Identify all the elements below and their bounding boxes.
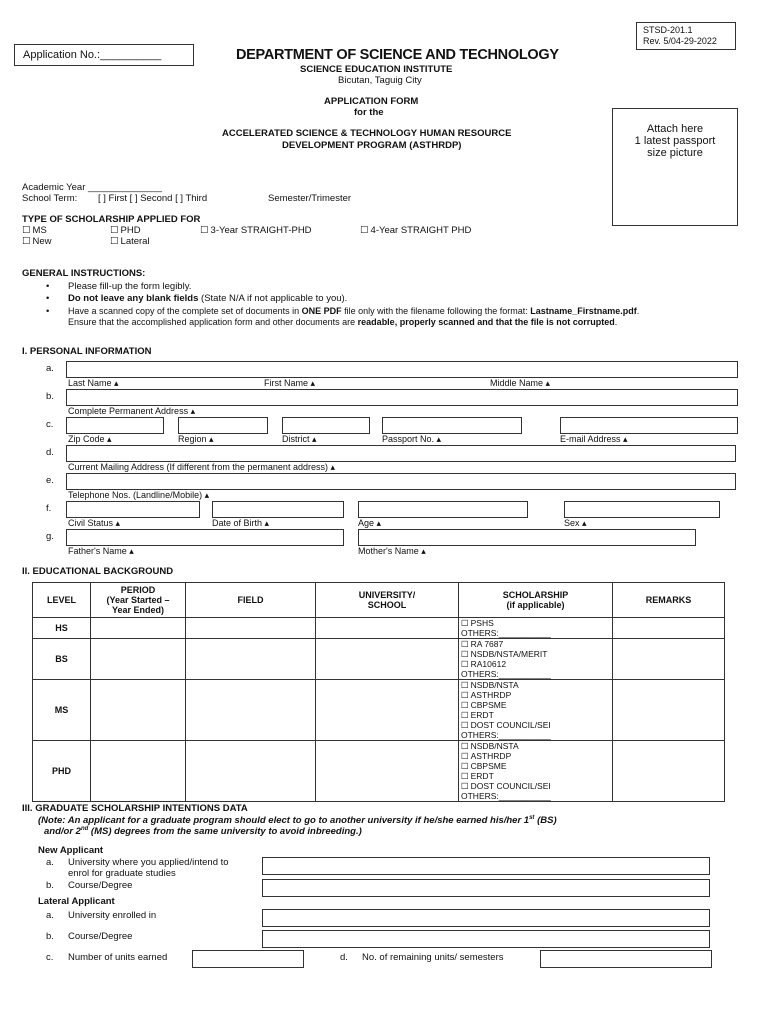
middle-name-caption: Middle Name ▴ <box>490 378 551 388</box>
mother-name-input[interactable] <box>358 529 696 546</box>
father-name-input[interactable] <box>66 529 344 546</box>
district-input[interactable] <box>282 417 370 434</box>
photo-line3: size picture <box>647 147 703 159</box>
units-earned-label: Number of units earned <box>68 952 168 963</box>
instruction-2-bold: Do not leave any blank fields <box>68 293 199 304</box>
period-cell[interactable] <box>91 680 186 741</box>
email-caption: E-mail Address ▴ <box>560 434 628 444</box>
checkbox-lateral[interactable]: ☐ Lateral <box>110 236 150 247</box>
checkbox-new[interactable]: ☐ New <box>22 236 52 247</box>
scholarship-others[interactable]: OTHERS:___________ <box>461 791 551 801</box>
scholarship-options <box>459 639 613 680</box>
new-university-input[interactable] <box>262 857 710 875</box>
checkbox-phd[interactable]: ☐ PHD <box>110 225 141 236</box>
father-name-caption: Father's Name ▴ <box>68 546 134 556</box>
scholarship-type-title: TYPE OF SCHOLARSHIP APPLIED FOR <box>22 214 201 225</box>
table-row <box>33 639 725 680</box>
row-label-d: d. <box>46 447 54 458</box>
first-name-caption: First Name ▴ <box>264 378 316 388</box>
personal-info-title: I. PERSONAL INFORMATION <box>22 346 152 357</box>
scholarship-others[interactable]: OTHERS:___________ <box>461 669 551 679</box>
education-table <box>32 582 725 802</box>
level-cell: MS <box>33 680 91 741</box>
application-number-field[interactable]: Application No.:__________ <box>14 44 194 66</box>
form-title: APPLICATION FORM <box>324 96 419 107</box>
semester-label: Semester/Trimester <box>268 193 352 204</box>
region-caption: Region ▴ <box>178 434 214 444</box>
row-label-g: g. <box>46 531 54 542</box>
header-period-line2: (Year Started – <box>106 595 170 605</box>
table-row <box>33 741 725 802</box>
form-revision: Rev. 5/04-29-2022 <box>643 36 717 46</box>
bullet-icon: • <box>46 306 50 317</box>
form-code-number: STSD-201.1 <box>643 25 693 35</box>
university-cell[interactable] <box>316 639 459 680</box>
lateral-a-label: a. <box>46 910 54 921</box>
lateral-applicant-title: Lateral Applicant <box>38 896 115 907</box>
education-title: II. EDUCATIONAL BACKGROUND <box>22 566 174 577</box>
period-cell[interactable] <box>91 618 186 639</box>
scholarship-option[interactable]: ☐ ERDT <box>461 771 610 781</box>
university-cell[interactable] <box>316 680 459 741</box>
scholarship-option[interactable]: ☐ NSDB/NSTA <box>461 741 610 751</box>
photo-placeholder[interactable] <box>612 108 738 226</box>
department-title: DEPARTMENT OF SCIENCE AND TECHNOLOGY <box>236 47 559 63</box>
remaining-units-input[interactable] <box>540 950 712 968</box>
scholarship-others[interactable]: OTHERS:___________ <box>461 730 551 740</box>
permanent-address-input[interactable] <box>66 389 738 406</box>
form-code <box>636 22 736 50</box>
row-label-f: f. <box>46 503 52 514</box>
zip-code-input[interactable] <box>66 417 164 434</box>
remarks-cell[interactable] <box>613 680 725 741</box>
instruction-3-end: . <box>636 306 640 316</box>
lateral-d-label: d. <box>340 952 348 963</box>
date-of-birth-caption: Date of Birth ▴ <box>212 518 270 528</box>
passport-number-input[interactable] <box>382 417 522 434</box>
row-label-e: e. <box>46 475 54 486</box>
scholarship-options <box>459 680 613 741</box>
scholarship-option[interactable]: ☐ RA10612 <box>461 659 610 669</box>
graduate-title: III. GRADUATE SCHOLARSHIP INTENTIONS DATA <box>22 803 248 814</box>
institute-name: SCIENCE EDUCATION INSTITUTE <box>300 64 453 75</box>
scholarship-option[interactable]: ☐ ASTHRDP <box>461 690 610 700</box>
sex-caption: Sex ▴ <box>564 518 587 528</box>
remaining-units-label: No. of remaining units/ semesters <box>362 952 504 963</box>
header-period-line3: Year Ended) <box>111 605 165 615</box>
school-term-label: School Term: <box>22 193 78 204</box>
permanent-address-caption: Complete Permanent Address ▴ <box>68 406 196 416</box>
lateral-university-input[interactable] <box>262 909 710 927</box>
checkbox-ms[interactable]: ☐ MS <box>22 225 47 236</box>
header-field: FIELD <box>186 583 316 618</box>
remarks-cell[interactable] <box>613 639 725 680</box>
lateral-course-input[interactable] <box>262 930 710 948</box>
school-term-options[interactable]: [ ] First [ ] Second [ ] Third <box>98 193 208 204</box>
mother-name-caption: Mother's Name ▴ <box>358 546 426 556</box>
header-scholarship <box>459 583 613 618</box>
university-cell[interactable] <box>316 741 459 802</box>
field-cell[interactable] <box>186 680 316 741</box>
level-cell: HS <box>33 618 91 639</box>
instruction-4-bold: readable, properly scanned and that the file is not corrupted <box>357 317 615 327</box>
remarks-cell[interactable] <box>613 741 725 802</box>
civil-status-caption: Civil Status ▴ <box>68 518 121 528</box>
zip-code-caption: Zip Code ▴ <box>68 434 112 444</box>
sex-input[interactable] <box>564 501 720 518</box>
instruction-2 <box>68 293 347 304</box>
row-label-a: a. <box>46 363 54 374</box>
scholarship-option[interactable]: ☐ RA 7687 <box>461 639 610 649</box>
civil-status-input[interactable] <box>66 501 200 518</box>
note2-tail: (MS) degrees from the same university to avoid inbreeding.) <box>88 826 362 838</box>
scholarship-option[interactable]: ☐ CBPSME <box>461 761 610 771</box>
instruction-4-end: . <box>614 317 618 327</box>
instruction-1: Please fill-up the form legibly. <box>68 281 192 292</box>
new-university-label-line2: enrol for graduate studies <box>68 868 176 879</box>
field-cell[interactable] <box>186 639 316 680</box>
row-label-b: b. <box>46 391 54 402</box>
level-cell: BS <box>33 639 91 680</box>
note1-text: (Note: An applicant for a graduate program should elect to go to another university if he/she earned his/her 1 <box>38 815 530 827</box>
new-applicant-title: New Applicant <box>38 845 104 856</box>
university-cell[interactable] <box>316 618 459 639</box>
scholarship-others[interactable]: OTHERS:___________ <box>461 628 551 638</box>
academic-year-label: Academic Year ______________ <box>22 182 162 193</box>
instruction-2-rest: (State N/A if not applicable to you). <box>198 293 348 304</box>
last-name-caption: Last Name ▴ <box>68 378 119 388</box>
lateral-university-label: University enrolled in <box>68 910 157 921</box>
new-a-label: a. <box>46 857 54 868</box>
instructions-title: GENERAL INSTRUCTIONS: <box>22 268 146 279</box>
scholarship-option[interactable]: ☐ ERDT <box>461 710 610 720</box>
scholarship-options <box>459 618 613 639</box>
program-name-line1: ACCELERATED SCIENCE & TECHNOLOGY HUMAN RESOURCE <box>222 128 512 139</box>
new-course-label: Course/Degree <box>68 880 133 891</box>
mailing-address-input[interactable] <box>66 445 736 462</box>
header-university-line2: SCHOOL <box>367 600 407 610</box>
field-cell[interactable] <box>186 618 316 639</box>
photo-line2: 1 latest passport <box>634 135 716 147</box>
scholarship-option[interactable]: ☐ NSDB/NSTA <box>461 680 610 690</box>
note1-tail: (BS) <box>534 815 557 827</box>
instruction-3-part-a: Have a scanned copy of the complete set of documents in <box>68 306 302 316</box>
scholarship-options <box>459 741 613 802</box>
inbreeding-note-line2 <box>44 826 362 837</box>
field-cell[interactable] <box>186 741 316 802</box>
new-university-label-line1: University where you applied/intend to <box>68 857 229 868</box>
instruction-4 <box>68 317 617 327</box>
remarks-cell[interactable] <box>613 618 725 639</box>
form-subtitle: for the <box>354 107 384 118</box>
instruction-4-part-a: Ensure that the accomplished application form and other documents are <box>68 317 358 327</box>
scholarship-option[interactable]: ☐ NSDB/NSTA/MERIT <box>461 649 610 659</box>
instruction-3-part-c: file only with the filename following the format: <box>341 306 531 316</box>
header-level: LEVEL <box>33 583 91 618</box>
scholarship-option[interactable]: ☐ PSHS <box>461 618 610 628</box>
note2-text: and/or 2 <box>44 826 81 838</box>
bullet-icon: • <box>46 281 50 292</box>
period-cell[interactable] <box>91 639 186 680</box>
checkbox-4year-straight-phd[interactable]: ☐ 4-Year STRAIGHT PHD <box>360 225 471 236</box>
instruction-3-filename: Lastname_Firstname.pdf <box>530 306 637 316</box>
instruction-3 <box>68 306 639 316</box>
new-course-input[interactable] <box>262 879 710 897</box>
telephone-input[interactable] <box>66 473 736 490</box>
header-university <box>316 583 459 618</box>
full-name-input[interactable] <box>66 361 738 378</box>
inbreeding-note-line1 <box>38 815 557 826</box>
lateral-c-label: c. <box>46 952 54 963</box>
header-scholarship-line1: SCHOLARSHIP <box>502 590 569 600</box>
lateral-b-label: b. <box>46 931 54 942</box>
checkbox-3year-straight-phd[interactable]: ☐ 3-Year STRAIGHT-PHD <box>200 225 312 236</box>
photo-line1: Attach here <box>646 123 704 135</box>
header-scholarship-line2: (if applicable) <box>506 600 565 610</box>
scholarship-option[interactable]: ☐ ASTHRDP <box>461 751 610 761</box>
telephone-caption: Telephone Nos. (Landline/Mobile) ▴ <box>68 490 210 500</box>
district-caption: District ▴ <box>282 434 317 444</box>
bullet-icon: • <box>46 293 50 304</box>
mailing-address-caption: Current Mailing Address (If different from the permanent address) ▴ <box>68 462 335 472</box>
scholarship-option[interactable]: ☐ DOST COUNCIL/SEI <box>461 720 610 730</box>
units-earned-input[interactable] <box>192 950 304 968</box>
period-cell[interactable] <box>91 741 186 802</box>
new-b-label: b. <box>46 880 54 891</box>
note1-superscript: st <box>529 815 535 821</box>
header-university-line1: UNIVERSITY/ <box>358 590 416 600</box>
education-header-row <box>33 583 725 618</box>
row-label-c: c. <box>46 419 54 430</box>
program-name-line2: DEVELOPMENT PROGRAM (ASTHRDP) <box>282 140 462 151</box>
instruction-3-bold-pdf: ONE PDF <box>301 306 342 316</box>
header-period-line1: PERIOD <box>120 585 156 595</box>
lateral-course-label: Course/Degree <box>68 931 133 942</box>
age-caption: Age ▴ <box>358 518 382 528</box>
table-row <box>33 618 725 639</box>
passport-caption: Passport No. ▴ <box>382 434 442 444</box>
header-remarks: REMARKS <box>613 583 725 618</box>
header-period <box>91 583 186 618</box>
note2-superscript: nd <box>80 826 89 832</box>
scholarship-option[interactable]: ☐ DOST COUNCIL/SEI <box>461 781 610 791</box>
region-input[interactable] <box>178 417 268 434</box>
institute-location: Bicutan, Taguig City <box>338 75 422 86</box>
age-input[interactable] <box>358 501 528 518</box>
date-of-birth-input[interactable] <box>212 501 344 518</box>
scholarship-option[interactable]: ☐ CBPSME <box>461 700 610 710</box>
level-cell: PHD <box>33 741 91 802</box>
email-input[interactable] <box>560 417 738 434</box>
table-row <box>33 680 725 741</box>
